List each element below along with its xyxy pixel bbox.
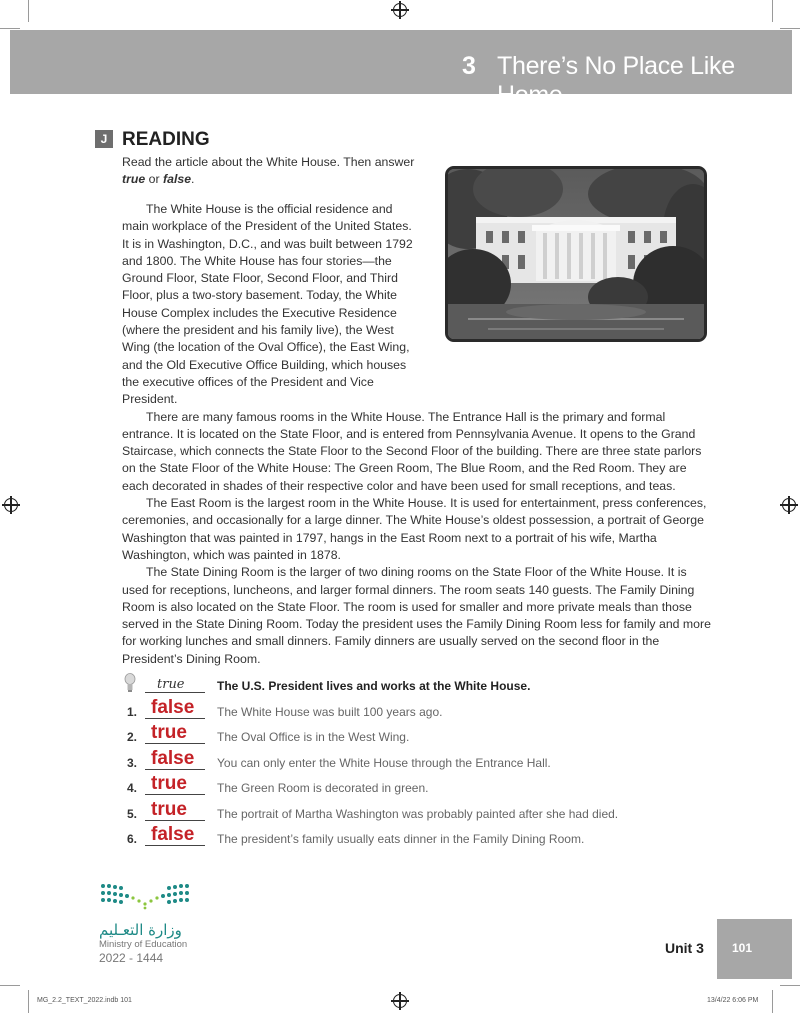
instruction-end: . — [191, 172, 195, 186]
item-number: 5. — [127, 806, 138, 821]
statement: The Oval Office is in the West Wing. — [217, 730, 410, 744]
answer-row — [121, 724, 681, 750]
page-number-box — [717, 919, 792, 979]
answer-value[interactable]: false — [151, 696, 195, 718]
ministry-name-arabic: وزارة التعـليم — [99, 921, 182, 939]
answer-row — [121, 826, 681, 852]
answer-line — [145, 692, 205, 693]
statement: You can only enter the White House through the Entrance Hall. — [217, 755, 551, 770]
answer-row — [121, 775, 681, 801]
edition-year: 2022 - 1444 — [99, 951, 164, 965]
true-false-list — [121, 673, 681, 852]
answer-value[interactable]: false — [151, 824, 195, 845]
article-paragraph: There are many famous rooms in the White House. The Entrance Hall is the primary and formal entrance. It is located on the State Floor, and is entered from Pennsylvania Avenue. It opens to the Grand Staircase, which connects the State Floor to the Second Floor of the building. There are three state parlors on the State Floor of the White House: The Green Room, The Blue Room, and the Red Room. They are each decorated in shades of their respective color and have been used for small receptions, and teas. — [122, 409, 702, 493]
registration-mark-icon — [782, 498, 796, 512]
answer-row — [121, 798, 681, 827]
item-number: 2. — [127, 730, 138, 744]
article-paragraph: The White House is the official residence and main workplace of the President of the United States. It is in Washington, D.C., and was built between 1792 and 1800. The White House has four stories—the Ground Floor, State Floor, Second Floor, and Third Floor, plus a two-story basement. Today, the White House Complex includes the Executive Residence (where the president and his family live), the West Wing (the location of the Oval Office), the East Wing, and the Old Executive Office Building, which houses the executive offices of the President and Vice President. — [122, 202, 413, 407]
item-number: 4. — [127, 781, 138, 795]
article-paragraph: The East Room is the largest room in the White House. It is used for entertainment, press conferences, ceremonies, and occasionally for a large dinner. The White House’s oldest possession, a portrait of George Washington that was painted in 1797, hangs in the East Room next to a portrait of his wife, Martha Washington, which was painted in 1878. — [122, 496, 707, 562]
statement: The president’s family usually eats dinner in the Family Dining Room. — [217, 832, 585, 846]
crop-mark — [0, 28, 20, 29]
answer-row — [121, 747, 681, 776]
section-title: READING — [122, 129, 210, 150]
crop-mark — [780, 28, 800, 29]
example-statement: The U.S. President lives and works at the White House. — [217, 679, 531, 693]
article — [122, 201, 712, 668]
answer-value[interactable]: false — [151, 747, 195, 769]
crop-mark — [0, 985, 20, 986]
chapter-number: 3 — [462, 52, 476, 80]
crop-mark — [780, 985, 800, 986]
registration-mark-icon — [4, 498, 18, 512]
page-number: 101 — [732, 941, 753, 955]
answer-value[interactable]: true — [151, 773, 187, 794]
crop-mark — [28, 0, 29, 22]
statement: The Green Room is decorated in green. — [217, 781, 429, 795]
section-badge: J — [95, 130, 113, 148]
item-number: 1. — [127, 704, 138, 719]
instruction-or: or — [148, 172, 160, 186]
instructions — [122, 154, 442, 188]
crop-mark — [28, 990, 29, 1013]
ministry-name-english: Ministry of Education — [99, 939, 188, 950]
item-number: 6. — [127, 832, 138, 846]
example-answer: true — [157, 677, 185, 692]
answer-value[interactable]: true — [151, 722, 187, 743]
statement: The portrait of Martha Washington was probably painted after she had died. — [217, 806, 619, 821]
ministry-logo-icon — [99, 882, 191, 910]
unit-label: Unit 3 — [665, 940, 704, 956]
example-row — [121, 673, 681, 699]
answer-row — [121, 696, 681, 725]
registration-mark-icon — [393, 994, 407, 1008]
item-number: 3. — [127, 755, 138, 770]
statement: The White House was built 100 years ago. — [217, 704, 443, 719]
answer-value[interactable]: true — [151, 798, 187, 820]
instruction-true: true — [122, 172, 146, 186]
chapter-title: There’s No Place Like Home — [497, 52, 735, 109]
registration-mark-icon — [393, 3, 407, 17]
crop-mark — [772, 0, 773, 22]
print-slug-file: MG_2.2_TEXT_2022.indb 101 — [37, 997, 132, 1004]
instruction-false: false — [163, 172, 192, 186]
article-paragraph: The State Dining Room is the larger of two dining rooms on the State Floor of the White House. It is used for receptions, luncheons, and larger formal dinners. The room seats 140 guests. The Family Dining Room is also located on the State Floor. The room is used for smaller and more private meals than those served in the State Dining Room. Today the president uses the Family Dining Room less for family and more for working lunches and small dinners. Family dinners are usually served on the second floor in the President’s Dining Room. — [122, 565, 711, 666]
print-slug-date: 13/4/22 6:06 PM — [707, 997, 759, 1004]
crop-mark — [772, 990, 773, 1013]
lightbulb-icon — [124, 673, 136, 693]
instruction-text: Read the article about the White House. Then answer — [122, 155, 415, 169]
